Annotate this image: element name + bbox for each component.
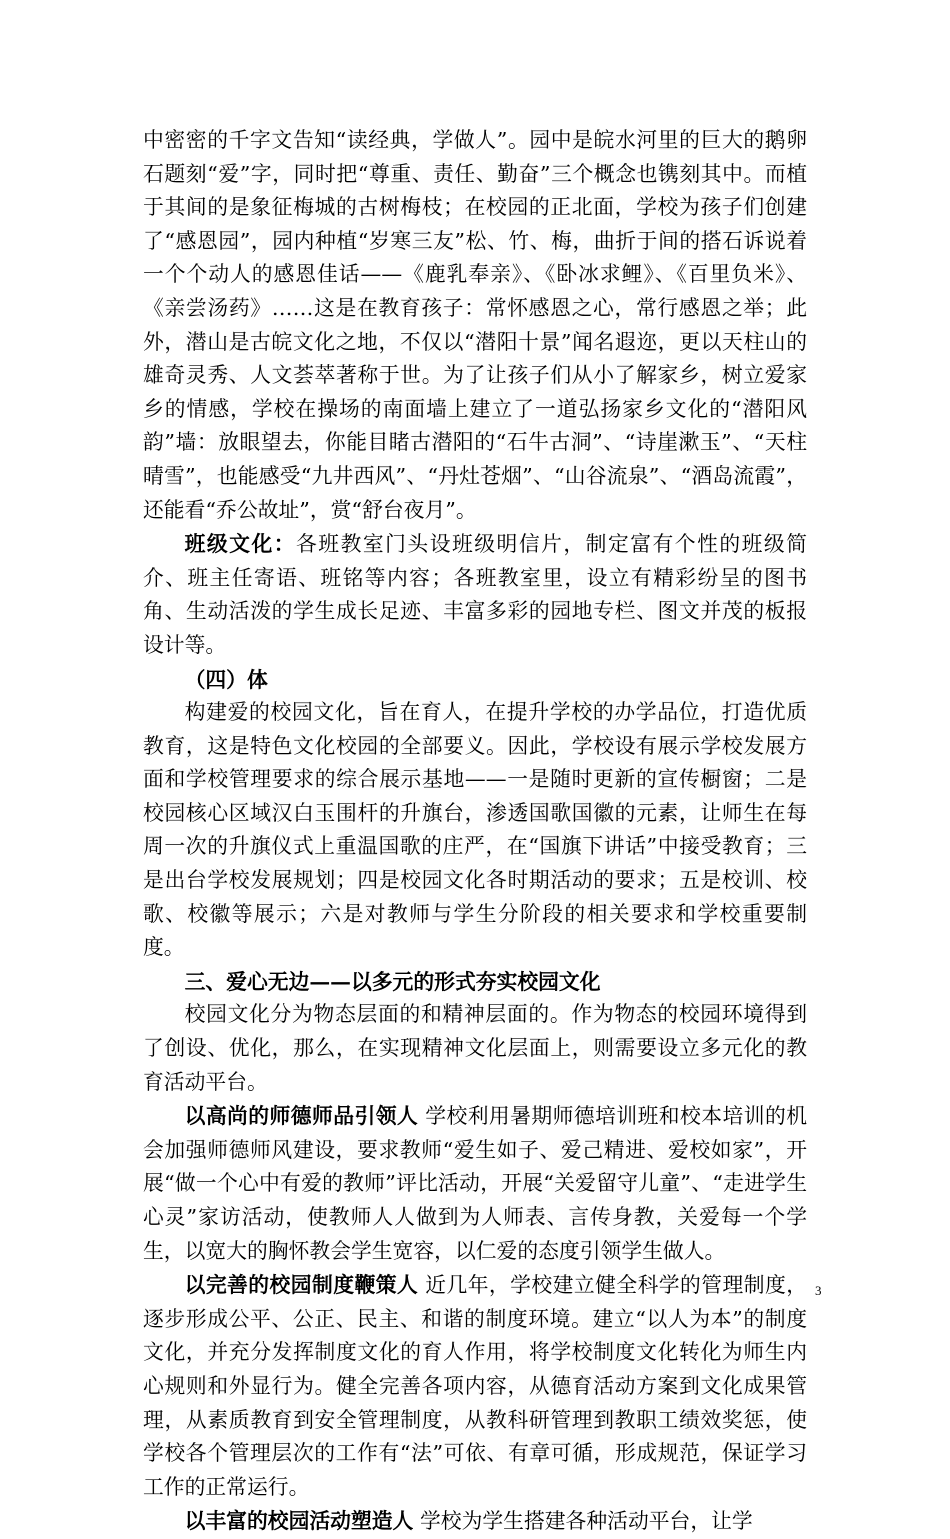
paragraph-campus-activities	[143, 1504, 807, 1539]
paragraph-text: 学校为学生搭建各种活动平台，让学	[413, 1509, 753, 1534]
heading-text: 三、爱心无边——以多元的形式夯实校园文化	[184, 968, 601, 994]
paragraph-lead: 班级文化：	[184, 531, 297, 557]
paragraph-campus-gardens	[143, 124, 807, 527]
paragraph-text: 中密密的千字文告知“读经典，学做人”。园中是皖水河里的巨大的鹅卵石题刻“爱”字，同时把“尊重、责任、勤奋”三个概念也镌刻其中。而植于其间的是象征梅城的古树梅枝；在校园的正北面，学校为孩子们创建了“感恩园”，园内种植“岁寒三友”松、竹、梅，曲折于间的搭石诉说着一个个动人的感恩佳话——《鹿乳奉亲》、《卧冰求鲤》、《百里负米》、《亲尝汤药》……这是在教育孩子：常怀感恩之心，常行感恩之举；此外，潜山是古皖文化之地，不仅以“潜阳十景”闻名遐迩，更以天柱山的雄奇灵秀、人文荟萃著称于世。为了让孩子们从小了解家乡，树立爱家乡的情感，学校在操场的南面墙上建立了一道弘扬家乡文化的“潜阳风韵”墙：放眼望去，你能目睹古潜阳的“石牛古洞”、“诗崖漱玉”、“天柱晴雪”，也能感受“九井西风”、“丹灶苍烟”、“山谷流泉”、“酒岛流霞”，还能看“乔公故址”，赏“舒台夜月”。	[143, 128, 807, 522]
paragraph-lead: 以丰富的校园活动塑造人	[184, 1508, 414, 1534]
heading-text: （四）体	[184, 666, 268, 692]
page-number: 3	[815, 1283, 822, 1298]
paragraph-campus-culture-display	[143, 696, 807, 965]
section-heading-3	[143, 965, 807, 999]
paragraph-text: 各班教室门头设班级明信片，制定富有个性的班级简介、班主任寄语、班铭等内容；各班教室里，设立有精彩纷呈的图书角、生动活泼的学生成长足迹、丰富多彩的园地专栏、图文并茂的板报设计等。	[143, 532, 808, 657]
paragraph-school-system	[143, 1268, 807, 1504]
paragraph-text: 学校利用暑期师德培训班和校本培训的机会加强师德师风建设，要求教师“爱生如子、爱己精进、爱校如家”，开展“做一个心中有爱的教师”评比活动，开展“关爱留守儿童”、“走进学生心灵”家访活动，使教师人人做到为人师表、言传身教，关爱每一个学生，以宽大的胸怀教会学生宽容，以仁爱的态度引领学生做人。	[143, 1104, 807, 1263]
document-body	[143, 124, 807, 1539]
paragraph-lead: 以完善的校园制度鞭策人	[184, 1272, 419, 1298]
paragraph-text: 构建爱的校园文化，旨在育人，在提升学校的办学品位，打造优质教育，这是特色文化校园的全部要义。因此，学校设有展示学校发展方面和学校管理要求的综合展示基地——一是随时更新的宣传橱窗；二是校园核心区域汉白玉围杆的升旗台，渗透国歌国徽的元素，让师生在每周一次的升旗仪式上重温国歌的庄严，在“国旗下讲话”中接受教育；三是出台学校发展规划；四是校园文化各时期活动的要求；五是校训、校歌、校徽等展示；六是对教师与学生分阶段的相关要求和学校重要制度。	[143, 700, 807, 960]
paragraph-text: 校园文化分为物态层面的和精神层面的。作为物态的校园环境得到了创设、优化，那么，在实现精神文化层面上，则需要设立多元化的教育活动平台。	[143, 1002, 807, 1094]
paragraph-teacher-ethics	[143, 1099, 807, 1268]
paragraph-class-culture	[143, 527, 807, 662]
paragraph-text: 近几年，学校建立健全科学的管理制度，逐步形成公平、公正、民主、和谐的制度环境。建立“以人为本”的制度文化，并充分发挥制度文化的育人作用，将学校制度文化转化为师生内心规则和外显行为。健全完善各项内容，从德育活动方案到文化成果管理，从素质教育到安全管理制度，从教科研管理到教职工绩效奖惩，使学校各个管理层次的工作有“法”可依、有章可循，形成规范，保证学习工作的正常运行。	[143, 1273, 807, 1499]
section-heading-4	[143, 663, 807, 697]
paragraph-culture-levels	[143, 998, 807, 1099]
paragraph-lead: 以高尚的师德师品引领人	[184, 1103, 419, 1129]
